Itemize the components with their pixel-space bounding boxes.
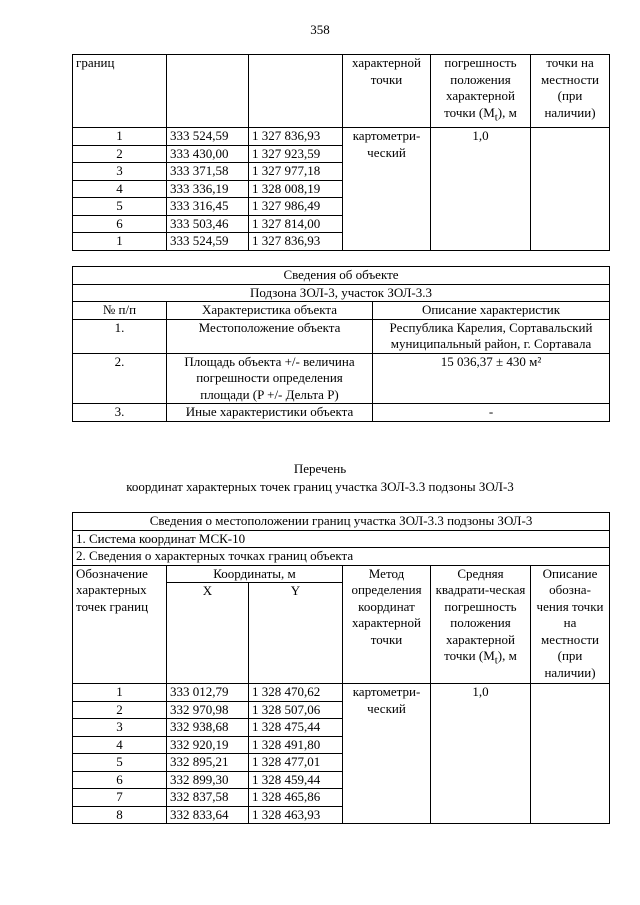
coord-x: 332 899,30 — [167, 771, 249, 789]
coord-y: 1 328 507,06 — [249, 701, 343, 719]
table-header-row — [73, 55, 610, 128]
row-number: 3. — [73, 404, 167, 422]
method-cell: картометри-ческий — [343, 684, 431, 824]
coord-x: 333 371,58 — [167, 163, 249, 181]
point-number: 4 — [73, 180, 167, 198]
coord-x: 332 970,98 — [167, 701, 249, 719]
row-description: Республика Карелия, Сортавальский муниципальный район, г. Сортавала — [373, 319, 610, 353]
object-info-subtitle: Подзона ЗОЛ-3, участок ЗОЛ-3.3 — [73, 284, 610, 302]
point-number: 8 — [73, 806, 167, 824]
header-method-tail: характерной точки — [343, 55, 431, 128]
coord-y: 1 327 836,93 — [249, 233, 343, 251]
point-number: 2 — [73, 145, 167, 163]
coord-y: 1 327 986,49 — [249, 198, 343, 216]
object-info-title: Сведения об объекте — [73, 267, 610, 285]
header-boundaries: границ — [73, 55, 167, 128]
row-characteristic: Местоположение объекта — [167, 319, 373, 353]
coord-x: 333 524,59 — [167, 233, 249, 251]
coord-x: 333 524,59 — [167, 128, 249, 146]
table-header-row — [73, 565, 610, 583]
point-number: 1 — [73, 684, 167, 702]
header-x: X — [167, 583, 249, 684]
point-number: 3 — [73, 163, 167, 181]
coord-y: 1 327 814,00 — [249, 215, 343, 233]
coord-x: 332 920,19 — [167, 736, 249, 754]
header-description-tail: точки на местности (при наличии) — [531, 55, 610, 128]
description-cell — [531, 684, 610, 824]
coord-x: 332 837,58 — [167, 789, 249, 807]
header-x-empty — [167, 55, 249, 128]
row-number: 1. — [73, 319, 167, 353]
point-number: 7 — [73, 789, 167, 807]
point-number: 6 — [73, 215, 167, 233]
coord-y: 1 328 475,44 — [249, 719, 343, 737]
row-characteristic: Иные характеристики объекта — [167, 404, 373, 422]
table-row — [73, 684, 610, 702]
coord-y: 1 328 477,01 — [249, 754, 343, 772]
list-heading-line2: координат характерных точек границ участка ЗОЛ-3.3 подзоны ЗОЛ-3 — [126, 479, 514, 494]
header-y-empty — [249, 55, 343, 128]
accuracy-cell: 1,0 — [431, 128, 531, 251]
point-number: 5 — [73, 198, 167, 216]
page-number: 358 — [310, 22, 330, 37]
description-cell — [531, 128, 610, 251]
coordinates-table-continued — [72, 54, 610, 251]
coord-x: 333 336,19 — [167, 180, 249, 198]
coord-x: 332 833,64 — [167, 806, 249, 824]
row-description: 15 036,37 ± 430 м² — [373, 353, 610, 404]
header-coordinates: Координаты, м — [167, 565, 343, 583]
coord-y: 1 328 008,19 — [249, 180, 343, 198]
point-number: 4 — [73, 736, 167, 754]
header-y: Y — [249, 583, 343, 684]
point-number: 5 — [73, 754, 167, 772]
object-info-table — [72, 266, 610, 422]
coord-x: 333 503,46 — [167, 215, 249, 233]
point-number: 6 — [73, 771, 167, 789]
table-row — [73, 128, 610, 146]
table-row — [73, 319, 610, 353]
header-accuracy: Средняя квадрати-ческая погрешность положения характерной точки $(M_t)$, м — [431, 565, 531, 684]
coord-y: 1 328 465,86 — [249, 789, 343, 807]
coord-y: 1 327 836,93 — [249, 128, 343, 146]
method-cell: картометри-ческий — [343, 128, 431, 251]
header-accuracy-tail: погрешность положения характерной точки $(M_t)$, м — [431, 55, 531, 128]
coordinate-system: 1. Система координат МСК-10 — [73, 530, 610, 548]
coord-y: 1 327 923,59 — [249, 145, 343, 163]
header-description: Описание обозна-чения точки на местности (при наличии) — [531, 565, 610, 684]
point-number: 2 — [73, 701, 167, 719]
coord-x: 332 938,68 — [167, 719, 249, 737]
location-title: Сведения о местоположении границ участка ЗОЛ-3.3 подзоны ЗОЛ-3 — [73, 513, 610, 531]
coord-y: 1 328 463,93 — [249, 806, 343, 824]
header-designation: Обозначение характерных точек границ — [73, 565, 167, 684]
coord-y: 1 327 977,18 — [249, 163, 343, 181]
coord-x: 333 012,79 — [167, 684, 249, 702]
point-number: 1 — [73, 233, 167, 251]
coord-x: 332 895,21 — [167, 754, 249, 772]
coord-x: 333 430,00 — [167, 145, 249, 163]
header-description: Описание характеристик — [373, 302, 610, 320]
coord-x: 333 316,45 — [167, 198, 249, 216]
accuracy-cell: 1,0 — [431, 684, 531, 824]
header-characteristic: Характеристика объекта — [167, 302, 373, 320]
coord-y: 1 328 491,80 — [249, 736, 343, 754]
table-row — [73, 404, 610, 422]
point-number: 3 — [73, 719, 167, 737]
row-characteristic: Площадь объекта +/- величина погрешности определения площади (P +/- Дельта P) — [167, 353, 373, 404]
row-description: - — [373, 404, 610, 422]
list-heading-line1: Перечень — [293, 461, 347, 476]
coordinates-table — [72, 512, 610, 824]
table-row — [73, 353, 610, 404]
coord-y: 1 328 470,62 — [249, 684, 343, 702]
point-number: 1 — [73, 128, 167, 146]
header-method: Метод определения координат характерной точки — [343, 565, 431, 684]
points-title: 2. Сведения о характерных точках границ объекта — [73, 548, 610, 566]
row-number: 2. — [73, 353, 167, 404]
coord-y: 1 328 459,44 — [249, 771, 343, 789]
table-header-row — [73, 302, 610, 320]
header-number: № п/п — [73, 302, 167, 320]
